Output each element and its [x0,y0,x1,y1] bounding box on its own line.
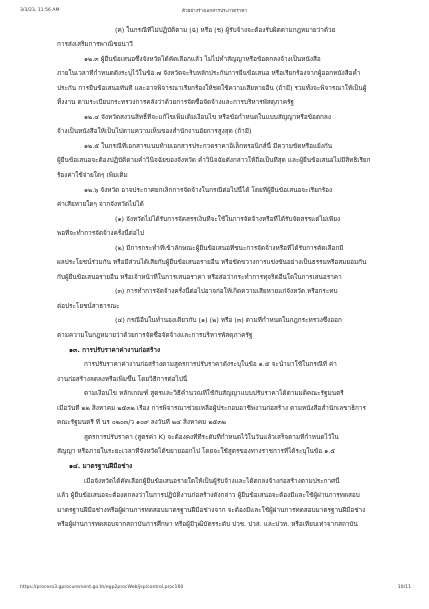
text-line: จ้างเป็นหนังสือให้เป็นไปตามความเห็นของสำนักงานอัยการสูงสุด (ถ้ามี) [57,127,252,135]
text-line: ทิ้งงาน ตามระเบียบกระทรวงการคลังว่าด้วยการจัดซื้อจัดจ้างและการบริหารพัสดุภาครัฐ [57,98,294,106]
text-line: ค่าเสียหายใดๆ จากจังหวัดไม่ได้ [57,200,144,208]
text-line: ตามความในกฎหมายว่าด้วยการจัดซื้อจัดจ้างและการบริหารพัสดุภาครัฐ [57,331,253,339]
text-line: เมื่อจังหวัดได้คัดเลือกผู้ยื่นข้อเสนอรายใดให้เป็นผู้รับจ้างและได้ตกลงจ้างก่อสร้างตามประกาศนี้ [84,477,340,485]
text-line: ๑๒.๖ จังหวัด อาจประกาศยกเลิกการจัดจ้างในกรณีต่อไปนี้ได้ โดยที่ผู้ยื่นข้อเสนอจะเรียกร้อง [84,186,333,194]
text-line: ร้องค่าใช้จ่ายใดๆ เพิ่มเติม [57,171,128,179]
footer-url[interactable]: https://process3.gprocurement.go.th/egp2procWeb/jsp/control.proc160 [20,585,184,590]
text-line: ผู้ยื่นข้อเสนอจะต้องปฏิบัติตามคำวินิจฉัยของจังหวัด คำวินิจฉัยดังกล่าวให้ถือเป็นที่สุด และผู้ยื่นข้อเสนอไม่มีสิทธิเรียก [57,156,371,164]
section-heading-14: ๑๔. มาตรฐานฝีมือช่าง [69,462,133,470]
text-line: ผลประโยชน์ร่วมกัน หรือมีส่วนได้เสียกับผู้ยื่นข้อเสนอรายอื่น หรือขัดขวางการแข่งขันอย่างเป็นธรรมหรือสมยอมกัน [57,258,367,266]
text-line: (๓) การทำการจัดจ้างครั้งนี้ต่อไปอาจก่อให้เกิดความเสียหายแก่จังหวัด หรือกระทบ [115,287,338,295]
text-line: พอที่จะทำการจัดจ้างครั้งนี้ต่อไป [57,229,144,237]
text-line: ภายในเวลาที่กำหนดดังระบุไว้ในข้อ ๗ จังหวัดจะริบหลักประกันการยื่นข้อเสนอ หรือเรียกร้องจากผู้ออกหนังสือค้ำ [57,69,361,77]
header-title: ตัวอย่างร่างเอกสารประกวดราคา [182,9,247,14]
text-line: ประกัน การยื่นข้อเสนอทันที และอาจพิจารณาเรียกร้องให้ชดใช้ความเสียหายอื่น (ถ้ามี) รวมทั้งจะพิจารณาให้เป็นผู้ [57,84,367,92]
text-line: การปรับราคาค่างานก่อสร้างตามสูตรการปรับราคาดังระบุในข้อ ๑.๕ จะนำมาใช้ในกรณีที่ ค่า [84,360,337,368]
text-line: ๑๒.๕ ในกรณีที่เอกสารแนบท้ายเอกสารประกวดราคาอิเล็กทรอนิกส์นี้ มีความขัดหรือแย้งกัน [84,142,333,150]
text-line: (๑) จังหวัดไม่ได้รับการจัดสรรเงินที่จะใช้ในการจัดจ้างหรือที่ได้รับจัดสรรแต่ไม่เพียง [115,215,341,223]
text-line: หรือผู้ผ่านการทดสอบจากสถาบันการศึกษา หรือผู้มีวุฒิบัตรระดับ ปวช. ปวส. และปวท. หรือเทียบเท่าจากสถาบัน [57,520,358,528]
text-line: (๔) กรณีอื่นในทำนองเดียวกับ (๑) (๒) หรือ (๓) ตามที่กำหนดในกฎกระทรวงซึ่งออก [115,316,342,324]
text-line: เมื่อวันที่ ๒๒ สิงหาคม ๒๕๓๒ เรื่อง การพิจารณาช่วยเหลือผู้ประกอบอาชีพงานก่อสร้าง ตามหนังสือสำนักเลขาธิการ [57,404,366,412]
header-datetime: 3/3/23, 11:56 AM [20,8,60,13]
footer-page-number: 10/11 [397,585,411,590]
text-line: คณะรัฐมนตรี ที่ นร ๐๒๐๓/ว ๑๐๙ ลงวันที่ ๒๔ สิงหาคม ๒๕๓๒ [57,418,226,426]
text-line: สัญญา หรือภายในระยะเวลาที่จังหวัดได้ขยายออกไป โดยจะใช้สูตรของทางราชการที่ได้ระบุในข้อ ๑.๕ [57,447,336,455]
text-line: (๒) มีการกระทำที่เข้าลักษณะผู้ยื่นข้อเสนอที่ชนะการจัดจ้างหรือที่ได้รับการคัดเลือกมี [115,244,344,252]
text-line: ต่อประโยชน์สาธารณะ [57,302,120,310]
text-line: การส่งเสริมการพาณิชยนาวี [57,40,133,48]
text-line: งานก่อสร้างลดลงหรือเพิ่มขึ้น โดยวิธีการต่อไปนี้ [57,375,188,383]
text-line: ตามเงื่อนไข หลักเกณฑ์ สูตรและวิธีคำนวณที่ใช้กับสัญญาแบบปรับราคาได้ตามมติคณะรัฐมนตรี [84,389,344,397]
text-line: กับผู้ยื่นข้อเสนอรายอื่น หรือเจ้าหน้าที่ในการเสนอราคา หรือส่อว่ากระทำการทุจริตอื่นใดในการเสนอราคา [57,273,342,281]
section-heading-13: ๑๓. การปรับราคาค่างานก่อสร้าง [69,346,161,354]
text-line: (ค) ในกรณีที่ไม่ปฏิบัติตาม (ฉ) หรือ (ช) ผู้รับจ้างจะต้องรับผิดตามกฎหมายว่าด้วย [115,26,336,34]
text-line: สูตรการปรับราคา (สูตรค่า K) จะต้องคงที่ที่ระดับที่กำหนดไว้ในวันแล้วเสร็จตามที่กำหนดไว้ใน [84,433,339,441]
text-line: ๑๒.๓ ผู้ยื่นข้อเสนอซึ่งจังหวัดได้คัดเลือกแล้ว ไม่ไปทำสัญญาหรือข้อตกลงจ้างเป็นหนังสือ [84,55,321,63]
text-line: ๑๒.๔ จังหวัดสงวนสิทธิ์ที่จะแก้ไขเพิ่มเติมเงื่อนไข หรือข้อกำหนดในแบบสัญญาหรือข้อตกลง [84,113,331,121]
text-line: แล้ว ผู้ยื่นข้อเสนอจะต้องตกลงว่าในการปฏิบัติงานก่อสร้างดังกล่าว ผู้ยื่นข้อเสนอจะต้องมีและใช้ผู้ผ่านการทดสอบ [57,491,360,499]
text-line: มาตรฐานฝีมือช่างหรือผู้ผ่านการทดสอบมาตรฐานฝีมือช่างจาก จะต้องมีและใช้ผู้ผ่านการทดสอบมาตรฐานฝีมือช่าง [57,506,366,514]
